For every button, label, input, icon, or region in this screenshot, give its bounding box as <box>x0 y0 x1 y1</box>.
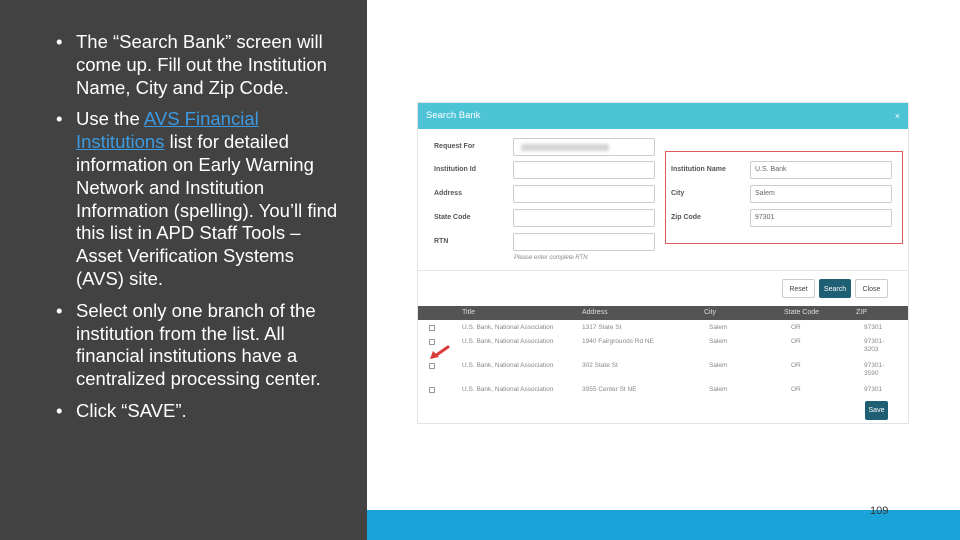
cell-city: Salem <box>709 324 728 331</box>
divider <box>418 270 908 271</box>
left-panel <box>0 0 367 540</box>
column-header-address[interactable]: Address <box>582 309 608 316</box>
redacted-value <box>521 144 609 151</box>
institution-id-input[interactable] <box>513 161 655 179</box>
bullet-dot: • <box>56 299 63 321</box>
bullet-3 <box>56 300 346 391</box>
red-arrow-icon <box>428 345 450 361</box>
rtn-input[interactable] <box>513 233 655 251</box>
close-icon[interactable]: × <box>894 111 900 121</box>
table-row[interactable] <box>418 336 908 360</box>
bullet-1 <box>56 31 346 99</box>
cell-state: OR <box>791 338 801 345</box>
city-label: City <box>671 190 685 197</box>
bullet-dot: • <box>56 31 63 52</box>
row-checkbox[interactable] <box>429 387 435 393</box>
bullet-text: The “Search Bank” screen will come up. Fill out the Institution Name, City and Zip Code. <box>76 31 327 98</box>
cell-title: U.S. Bank, National Association <box>462 386 554 393</box>
bullet-dot: • <box>56 399 63 421</box>
institution-name-input[interactable]: U.S. Bank <box>750 161 892 179</box>
column-header-title[interactable]: Title <box>462 309 475 316</box>
bullet-dot: • <box>56 108 63 130</box>
cell-title: U.S. Bank, National Association <box>462 338 554 345</box>
table-row[interactable] <box>418 384 908 408</box>
address-label: Address <box>434 190 463 197</box>
bullet-4 <box>56 400 346 423</box>
column-header-city[interactable]: City <box>704 309 717 316</box>
close-button[interactable]: Close <box>855 279 888 298</box>
cell-state: OR <box>791 362 801 369</box>
cell-address: 1317 State St <box>582 324 622 331</box>
cell-zip: 97301-3590 <box>864 362 885 377</box>
search-button[interactable]: Search <box>819 279 851 298</box>
cell-address: 1940 Fairgrounds Rd NE <box>582 338 654 345</box>
request-for-input[interactable] <box>513 138 655 156</box>
cell-city: Salem <box>709 362 728 369</box>
row-checkbox[interactable] <box>429 363 435 369</box>
bullet-text-pre: Use the <box>76 108 144 130</box>
avs-financial-institutions-link[interactable]: AVS Financial Institutions <box>76 108 259 153</box>
column-header-state-code[interactable]: State Code <box>784 309 820 316</box>
search-bank-screenshot <box>417 102 909 424</box>
row-checkbox[interactable] <box>429 325 435 331</box>
institution-name-label: Institution Name <box>671 166 726 173</box>
cell-zip: 97301-3203 <box>864 338 885 353</box>
cell-title: U.S. Bank, National Association <box>462 362 554 369</box>
cell-zip: 97301 <box>864 386 883 393</box>
reset-button[interactable]: Reset <box>782 279 815 298</box>
cell-state: OR <box>791 324 801 331</box>
cell-zip: 97301 <box>864 324 883 331</box>
zip-code-label: Zip Code <box>671 214 701 221</box>
address-input[interactable] <box>513 185 655 203</box>
city-input[interactable]: Salem <box>750 185 892 203</box>
table-row[interactable] <box>418 360 908 384</box>
zip-code-input[interactable]: 97301 <box>750 209 892 227</box>
cell-city: Salem <box>709 338 728 345</box>
search-bank-header <box>418 103 908 129</box>
results-table-header <box>418 306 908 320</box>
rtn-label: RTN <box>434 238 449 245</box>
institution-id-label: Institution Id <box>434 166 476 173</box>
cell-address: 3955 Center St NE <box>582 386 637 393</box>
bullet-text: Select only one branch of the institution from the list. All financial institutions have a centralized processing center. <box>76 299 321 390</box>
state-code-label: State Code <box>434 214 471 221</box>
state-code-input[interactable] <box>513 209 655 227</box>
bullet-text-post: list for detailed information on Early Warning Network and Institution Information (spelling). You’ll find this list in APD Staff Tools – Asset Verification Systems (AVS) site. <box>76 131 338 289</box>
request-for-label: Request For <box>434 143 475 150</box>
bullet-text: Click “SAVE”. <box>76 399 187 421</box>
rtn-hint: Please enter complete RTN <box>514 255 588 261</box>
cell-title: U.S. Bank, National Association <box>462 324 554 331</box>
cell-address: 302 State St <box>582 362 618 369</box>
bullet-2 <box>56 108 346 290</box>
page-number: 109 <box>870 505 889 517</box>
instruction-list <box>56 31 346 432</box>
column-header-zip[interactable]: ZIP <box>856 309 867 316</box>
cell-state: OR <box>791 386 801 393</box>
cell-city: Salem <box>709 386 728 393</box>
save-button[interactable]: Save <box>865 401 888 420</box>
search-bank-title: Search Bank <box>426 110 481 121</box>
